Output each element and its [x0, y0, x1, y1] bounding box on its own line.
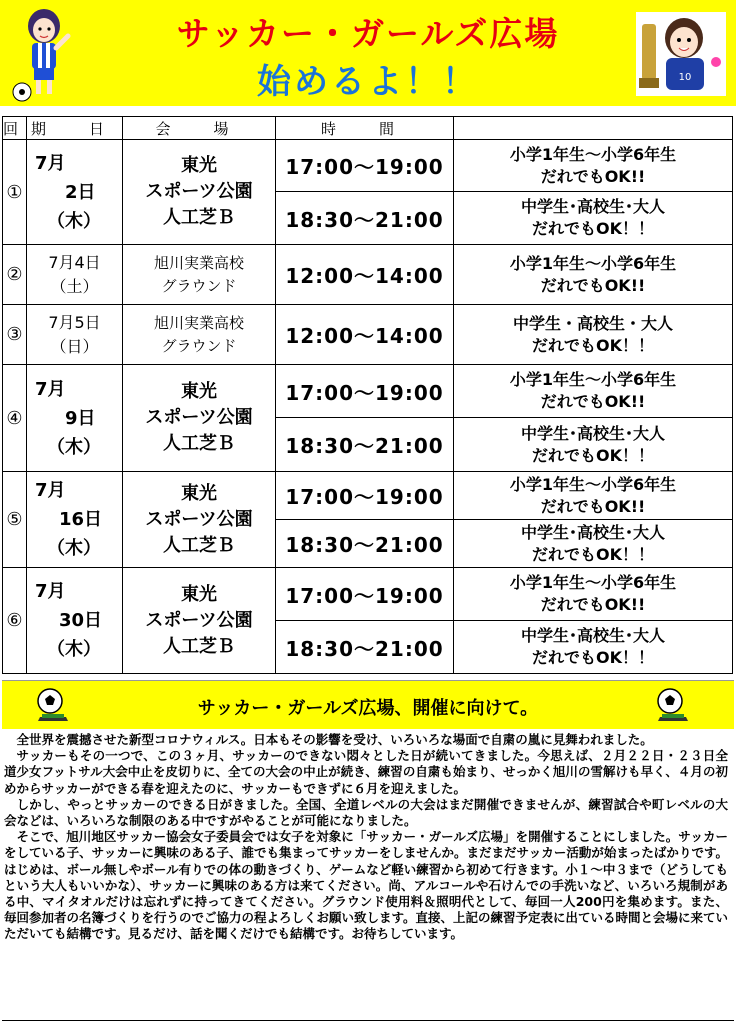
venue-line: 人工芝Ｂ: [163, 433, 235, 454]
date-day: 2日: [65, 181, 96, 203]
date-cell: [27, 305, 123, 365]
table-row: [3, 305, 733, 365]
venue-line: 東光: [181, 583, 217, 605]
date-weekday: （木）: [47, 639, 101, 660]
venue-line: スポーツ公園: [145, 181, 253, 202]
col-header-round: 回: [3, 117, 27, 140]
date-weekday: （日）: [50, 336, 99, 356]
bottom-border: [2, 1020, 734, 1021]
date-line: 7月4日: [48, 252, 101, 272]
date-day: 16日: [59, 509, 103, 530]
venue-cell: [123, 140, 276, 245]
time-cell: 18:30～21:00: [276, 418, 454, 472]
target-cell: [454, 520, 733, 568]
venue-line: 東光: [181, 482, 217, 504]
venue-line: 旭川実業高校: [153, 313, 244, 332]
time-cell: 12:00～14:00: [276, 305, 454, 365]
target-line: 中学生・高校生・大人: [512, 313, 673, 333]
date-month: 7月: [35, 378, 66, 400]
date-day: 9日: [65, 407, 96, 429]
date-cell: [27, 245, 123, 305]
page-title: サッカー・ガールズ広場: [176, 14, 560, 53]
header-banner: [0, 0, 736, 106]
date-month: 7月: [35, 581, 66, 602]
target-line: だれでもOK!!: [540, 275, 646, 295]
time-cell: 18:30～21:00: [276, 520, 454, 568]
venue-cell: [123, 568, 276, 674]
table-row: [3, 472, 733, 520]
target-line: だれでもOK！！: [531, 335, 654, 355]
date-line: 7月5日: [48, 312, 101, 332]
target-cell: [454, 418, 733, 472]
table-header-row: [3, 117, 733, 140]
date-month: 7月: [35, 152, 66, 174]
round-number: ⑥: [3, 568, 27, 674]
venue-cell: [123, 472, 276, 568]
time-cell: 17:00～19:00: [276, 140, 454, 192]
time-cell: 17:00～19:00: [276, 472, 454, 520]
venue-line: 人工芝Ｂ: [163, 207, 235, 228]
target-line: だれでもOK!!: [540, 392, 646, 411]
target-cell: [454, 568, 733, 621]
date-month: 7月: [35, 480, 66, 501]
target-cell: [454, 365, 733, 418]
svg-text:10: 10: [678, 72, 692, 83]
col-header-date: 期 日: [27, 117, 123, 140]
target-line: 小学1年生～小学6年生: [509, 573, 677, 592]
table-row: [3, 140, 733, 192]
target-line: だれでもOK！！: [531, 544, 654, 564]
target-line: だれでもOK!!: [540, 595, 646, 614]
table-row: [3, 365, 733, 418]
target-cell: [454, 305, 733, 365]
venue-line: スポーツ公園: [145, 609, 253, 631]
target-cell: [454, 621, 733, 674]
target-line: 中学生･高校生･大人: [520, 423, 665, 443]
venue-line: 東光: [181, 381, 217, 402]
target-cell: [454, 245, 733, 305]
paragraph: 全世界を震撼させた新型コロナウィルス。日本もその影響を受け、いろいろな場面で自粛の嵐に見舞われました。: [16, 732, 653, 747]
target-line: だれでもOK！！: [531, 648, 654, 667]
col-header-time: 時 間: [276, 117, 454, 140]
venue-line: 東光: [181, 155, 217, 176]
date-cell: [27, 568, 123, 674]
player-with-trophy-illustration: [636, 12, 726, 96]
target-line: だれでもOK！！: [531, 445, 654, 465]
venue-line: グラウンド: [161, 336, 237, 355]
time-cell: 17:00～19:00: [276, 568, 454, 621]
venue-line: スポーツ公園: [145, 407, 253, 428]
round-number: ②: [3, 245, 27, 305]
date-cell: [27, 140, 123, 245]
venue-line: 旭川実業高校: [153, 253, 244, 272]
paragraph: そこで、旭川地区サッカー協会女子委員会では女子を対象に「サッカー・ガールズ広場」を開催することにしました。サッカーをしている子、サッカーに興味のある子、誰でも集まってサッカーをしませんか。まだまだサッカー活動が始まったばかりです。はじめは、ボール無しやボール有りでの体の動きづくり、ゲームなど軽い練習から初めて行きます。小１～中３まで（どうしてもという大人もいいかな）、サッカーに興味のある方は来てください。尚、アルコールや石けんでの手洗いなど、いろいろ規制がある中、マイタオルだけは忘れずに持ってきてください。グラウンド使用料＆照明代として、毎回一人200円を集めます。また、毎回参加者の名簿づくりを行うのでご協力の程よろしくお願い致します。直接、上記の練習予定表に出ている時間と会場に来ていただいても結構です。見るだけ、話を聞くだけでも結構です。お待ちしています。: [4, 829, 729, 942]
target-line: 中学生･高校生･大人: [520, 522, 665, 542]
date-weekday: （土）: [50, 276, 99, 296]
round-number: ③: [3, 305, 27, 365]
section-banner: [2, 680, 734, 729]
soccer-ball-icon: [652, 685, 692, 725]
target-line: 小学1年生～小学6年生: [509, 253, 677, 273]
round-number: ⑤: [3, 472, 27, 568]
date-cell: [27, 365, 123, 472]
table-row: [3, 568, 733, 621]
target-cell: [454, 472, 733, 520]
target-cell: [454, 140, 733, 192]
target-line: 小学1年生～小学6年生: [509, 474, 677, 494]
date-cell: [27, 472, 123, 568]
date-weekday: （木）: [47, 436, 101, 458]
target-line: だれでもOK!!: [540, 166, 646, 186]
venue-line: グラウンド: [161, 276, 237, 295]
venue-cell: [123, 365, 276, 472]
schedule-table: [2, 116, 733, 674]
round-number: ①: [3, 140, 27, 245]
time-cell: 18:30～21:00: [276, 192, 454, 245]
body-text: [4, 732, 728, 943]
date-day: 30日: [59, 610, 103, 631]
target-line: だれでもOK！！: [531, 219, 654, 238]
venue-cell: [123, 305, 276, 365]
time-cell: 17:00～19:00: [276, 365, 454, 418]
target-cell: [454, 192, 733, 245]
venue-line: 人工芝Ｂ: [163, 635, 235, 657]
target-line: 中学生･高校生･大人: [520, 197, 665, 216]
page-subtitle: 始めるよ！！: [257, 62, 479, 102]
table-row: [3, 245, 733, 305]
col-header-venue: 会 場: [123, 117, 276, 140]
venue-cell: [123, 245, 276, 305]
target-line: 中学生･高校生･大人: [520, 626, 665, 645]
paragraph: しかし、やっとサッカーのできる日がきました。全国、全道レベルの大会はまだ開催できませんが、練習試合や町レベルの大会などは、いろいろな制限のある中ですがやることが可能になりました。: [4, 796, 728, 829]
time-cell: 18:30～21:00: [276, 621, 454, 674]
target-line: 小学1年生～小学6年生: [509, 144, 677, 164]
time-cell: 12:00～14:00: [276, 245, 454, 305]
venue-line: スポーツ公園: [145, 508, 253, 530]
date-weekday: （木）: [47, 538, 101, 559]
venue-line: 人工芝Ｂ: [163, 534, 235, 556]
section-title: サッカー・ガールズ広場、開催に向けて。: [197, 698, 539, 719]
date-weekday: （木）: [47, 210, 101, 232]
round-number: ④: [3, 365, 27, 472]
col-header-target: [454, 117, 733, 140]
target-line: だれでもOK!!: [540, 496, 646, 516]
target-line: 小学1年生～小学6年生: [509, 370, 677, 389]
paragraph: サッカーもその一つで、この３ヶ月、サッカーのできない悶々とした日が続いてきました。今思えば、２月２２日・２３日全道少女フットサル大会中止を皮切りに、全ての大会の中止が続き、練習の自粛も始まり、せっかく旭川の雪解けも早く、４月の初めからサッカーができる春を迎えたのに、サッカーもできずに６月を迎えました。: [4, 748, 728, 796]
